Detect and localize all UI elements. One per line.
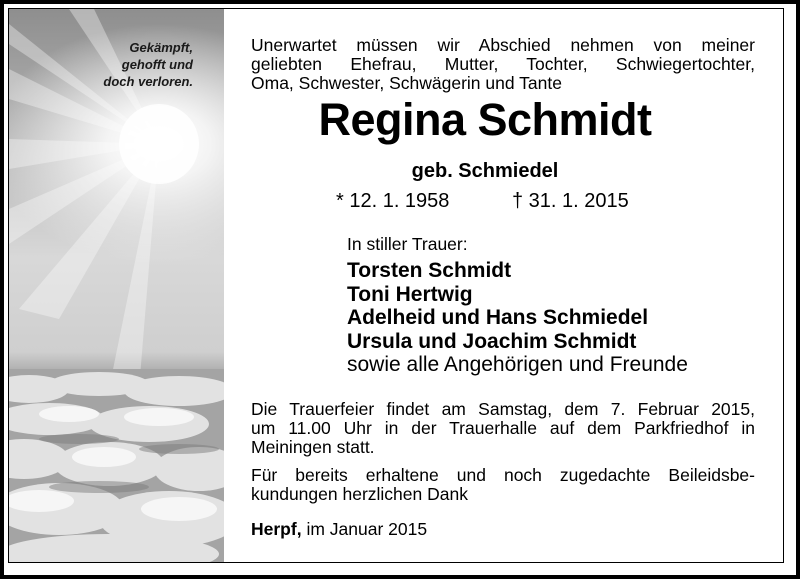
intro-line: geliebten Ehefrau, Mutter, Tochter, Schwiegertochter,	[251, 54, 755, 74]
intro-line: Oma, Schwester, Schwägerin und Tante	[251, 73, 562, 93]
place-name: Herpf,	[251, 519, 302, 539]
sky-cloud-image	[9, 9, 224, 562]
funeral-line: um 11.00 Uhr in der Trauerhalle auf dem Parkfriedhof in	[251, 418, 755, 438]
mourners-list	[347, 259, 688, 377]
thanks-notice	[251, 466, 755, 504]
funeral-notice	[251, 400, 755, 457]
mourner-name: Adelheid und Hans Schmiedel	[347, 306, 649, 329]
mourner-name: Torsten Schmidt	[347, 259, 512, 282]
birth-date: * 12. 1. 1958	[336, 190, 450, 212]
mourning-label: In stiller Trauer:	[347, 234, 468, 254]
motto-line: gehofft und	[121, 57, 193, 72]
deceased-name: Regina Schmidt	[318, 94, 652, 145]
funeral-line: Meiningen statt.	[251, 437, 375, 457]
motto-line: Gekämpft,	[129, 40, 193, 55]
maiden-name: geb. Schmiedel	[411, 160, 559, 182]
mourner-name: Ursula und Joachim Schmidt	[347, 329, 637, 353]
motto-line: doch verloren.	[103, 74, 193, 89]
motto	[63, 39, 193, 90]
intro-line: Unerwartet müssen wir Abschied nehmen von meiner	[251, 35, 755, 55]
closing-date: im Januar 2015	[306, 519, 428, 539]
thanks-line: Für bereits erhaltene und noch zugedachte Beileidsbe-	[251, 465, 755, 485]
intro-text	[251, 36, 755, 93]
thanks-line: kundungen herzlichen Dank	[251, 484, 468, 504]
mourners-others: sowie alle Angehörigen und Freunde	[347, 353, 688, 376]
cloud-sea	[9, 369, 224, 562]
place-date	[251, 519, 427, 539]
mourner-name: Toni Hertwig	[347, 282, 473, 306]
death-date: † 31. 1. 2015	[512, 190, 629, 212]
funeral-line: Die Trauerfeier findet am Samstag, dem 7. Februar 2015,	[251, 399, 755, 419]
